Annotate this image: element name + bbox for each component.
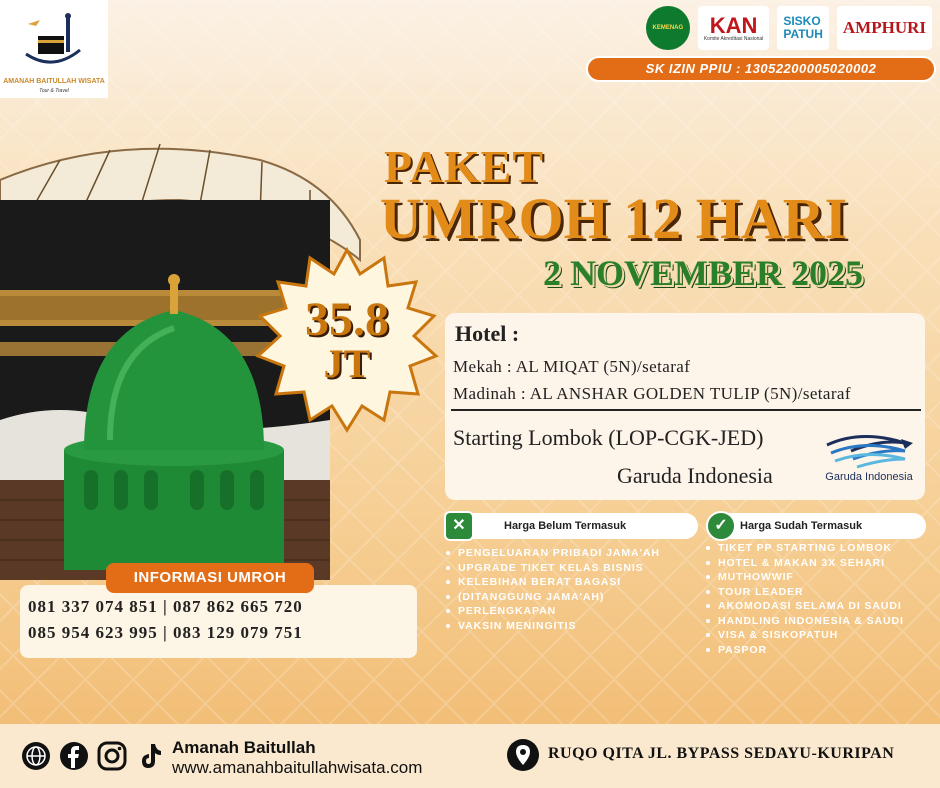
garuda-logo-text: Garuda Indonesia	[825, 471, 913, 483]
siskopatuh-logo	[777, 6, 829, 50]
title-umroh: UMROH 12 HARI	[380, 186, 848, 251]
excluded-list	[446, 546, 660, 633]
cross-icon: ✕	[444, 511, 474, 541]
phone-row-2[interactable]: 085 954 623 995 | 083 129 079 751	[28, 623, 303, 642]
list-item: MUTHOWWIF	[706, 570, 904, 585]
hotel-heading: Hotel :	[455, 321, 520, 346]
excluded-pill	[444, 513, 698, 539]
divider	[451, 409, 921, 411]
kemenag-logo	[646, 6, 690, 50]
contact-heading: INFORMASI UMROH	[106, 563, 314, 593]
contact-box	[20, 585, 417, 658]
list-item: AKOMODASI SELAMA DI SAUDI	[706, 599, 904, 614]
departure-date: 2 NOVEMBER 2025	[543, 253, 864, 293]
footer-brand: Amanah Baitullah	[172, 738, 316, 757]
hotel-madinah: Madinah : AL ANSHAR GOLDEN TULIP (5N)/setaraf	[453, 384, 851, 403]
website-link[interactable]: www.amanahbaitullahwisata.com	[172, 758, 423, 777]
list-item: TIKET PP STARTING LOMBOK	[706, 541, 904, 556]
tiktok-icon[interactable]	[134, 740, 166, 772]
instagram-icon[interactable]	[96, 740, 128, 772]
list-item: PASPOR	[706, 643, 904, 658]
logo-name: AMANAH BAITULLAH WISATA	[3, 78, 105, 85]
footer	[0, 724, 940, 788]
hotel-mekah: Mekah : AL MIQAT (5N)/setaraf	[453, 357, 691, 376]
airline-name: Garuda Indonesia	[617, 463, 773, 488]
check-icon: ✓	[706, 511, 736, 541]
title-paket: PAKET	[384, 141, 545, 192]
list-item: VISA & SISKOPATUH	[706, 628, 904, 643]
kemenag-label: KEMENAG	[652, 25, 684, 31]
address: RUQO QITA JL. BYPASS SEDAYU-KURIPAN	[548, 745, 895, 762]
flight-route: Starting Lombok (LOP-CGK-JED)	[453, 425, 764, 450]
price-unit: JT	[323, 341, 371, 386]
excluded-label: Harga Belum Termasuk	[504, 520, 627, 532]
partner-logos	[646, 6, 932, 50]
sisko-line2: PATUH	[783, 27, 823, 41]
included-label: Harga Sudah Termasuk	[740, 520, 863, 532]
list-item: TOUR LEADER	[706, 585, 904, 600]
kan-sublabel: Komite Akreditasi Nasional	[703, 35, 764, 42]
kan-label: KAN	[709, 12, 758, 38]
brand-logo	[0, 0, 108, 98]
list-item: UPGRADE TIKET KELAS BISNIS	[446, 561, 660, 576]
list-item: PENGELUARAN PRIBADI JAMA'AH	[446, 546, 660, 561]
price-amount: 35.8	[305, 293, 389, 346]
kaaba-logo-icon	[22, 10, 84, 72]
hotel-card	[445, 313, 925, 500]
location-pin-icon	[506, 738, 540, 772]
license-bar: SK IZIN PPIU : 13052200005020002	[586, 56, 936, 82]
list-item: PERLENGKAPAN	[446, 604, 660, 619]
globe-icon[interactable]	[20, 740, 52, 772]
list-item: HANDLING INDONESIA & SAUDI	[706, 614, 904, 629]
list-item: (DITANGGUNG JAMA'AH)	[446, 590, 660, 605]
list-item: KELEBIHAN BERAT BAGASI	[446, 575, 660, 590]
logo-tagline: Tour & Travel	[39, 88, 69, 94]
list-item: HOTEL & MAKAN 3X SEHARI	[706, 556, 904, 571]
phone-row-1[interactable]: 081 337 074 851 | 087 862 665 720	[28, 597, 303, 616]
price-label	[252, 293, 442, 386]
kan-logo	[698, 6, 769, 50]
list-item: VAKSIN MENINGITIS	[446, 619, 660, 634]
included-pill	[706, 513, 926, 539]
amphuri-logo: AMPHURI	[837, 6, 932, 50]
sisko-line1: SISKO	[783, 14, 821, 29]
facebook-icon[interactable]	[58, 740, 90, 772]
included-list	[706, 541, 904, 657]
